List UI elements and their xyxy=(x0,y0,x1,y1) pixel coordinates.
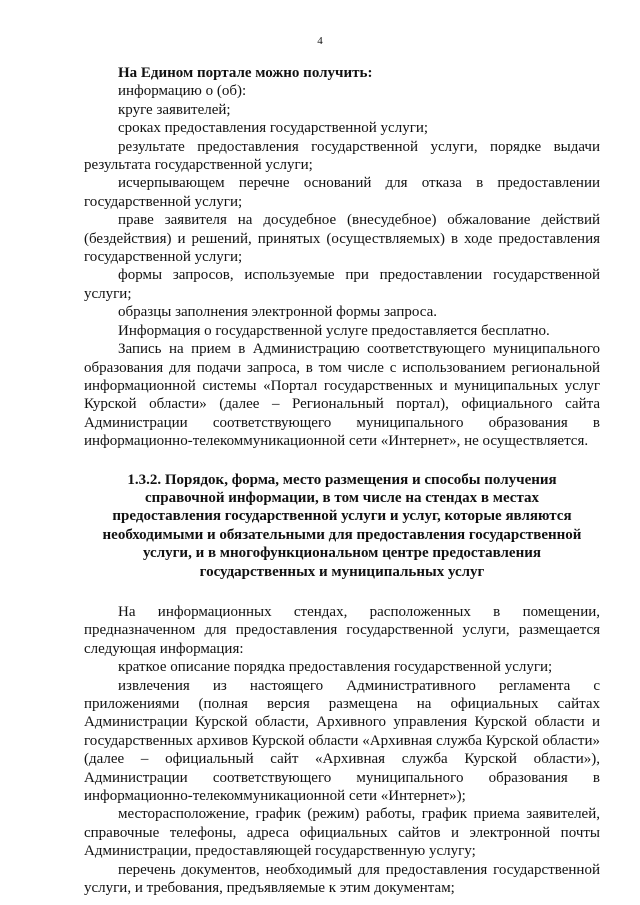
intro-item-refusal-grounds: исчерпывающем перечне оснований для отказа в предоставлении государственной услуги; xyxy=(84,175,600,210)
intro-item-applicants: круге заявителей; xyxy=(118,101,231,118)
stands-paragraph: На информационных стендах, расположенных в помещении, предназначенном для предоставления государственной услуги, размещается следующая информация: xyxy=(84,603,600,657)
intro-item-request-forms: формы запросов, используемые при предоставлении государственной услуги; xyxy=(84,267,600,302)
document-body xyxy=(84,64,600,897)
intro-item-terms: сроках предоставления государственной услуги; xyxy=(118,120,429,137)
intro-item-appointment: Запись на прием в Администрацию соответствующего муниципального образования для подачи запроса, в том числе с использованием региональной информационной системы «Портал государственных и муниципальных услуг Курской области» (далее – Региональный портал), официального сайта Администрации соответствующего муниципального образования в информационно-телекоммуникационной сети «Интернет», не осуществляется. xyxy=(84,341,600,450)
intro-item-info: информацию о (об): xyxy=(118,83,247,100)
section-heading-1-3-2: 1.3.2. Порядок, форма, место размещения и способы получения справочной информации, в том числе на стендах в местах предоставления государственной услуги и услуг, которые являются необходимыми и обязательными для предоставления государственной услуги, и в многофункциональном центре предоставления государственных и муниципальных услуг xyxy=(102,471,582,580)
intro-item-free-info: Информация о государственной услуге предоставляется бесплатно. xyxy=(118,322,550,339)
intro-item-appeal-right: праве заявителя на досудебное (внесудебное) обжалование действий (бездействия) и решений, принятых (осуществляемых) в ходе предоставления государственной услуги; xyxy=(84,212,600,266)
intro-item-form-samples: образцы заполнения электронной формы запроса. xyxy=(118,304,437,321)
stands-item-documents-list: перечень документов, необходимый для предоставления государственной услуги, и требования, предъявляемые к этим документам; xyxy=(84,861,600,897)
page-number: 4 xyxy=(317,35,323,47)
intro-lead: На Едином портале можно получить: xyxy=(118,65,373,81)
stands-item-extracts: извлечения из настоящего Административного регламента с приложениями (полная версия размещена на официальных сайтах Администрации Курской области, Архивного управления Курской области и государственных архивов Курской области «Архивная служба Курской области» (далее – официальный сайт «Архивная служба Курской области»), Администрации соответствующего муниципального образования в информационно-телекоммуникационной сети «Интернет»); xyxy=(84,677,600,805)
intro-item-result: результате предоставления государственной услуги, порядке выдачи результата государственной услуги; xyxy=(84,138,600,174)
stands-item-location-schedule: месторасположение, график (режим) работы, график приема заявителей, справочные телефоны, адреса официальных сайтов и электронной почты Администрации, предоставляющей государственную услугу; xyxy=(84,806,600,860)
stands-item-description: краткое описание порядка предоставления государственной услуги; xyxy=(118,659,553,676)
